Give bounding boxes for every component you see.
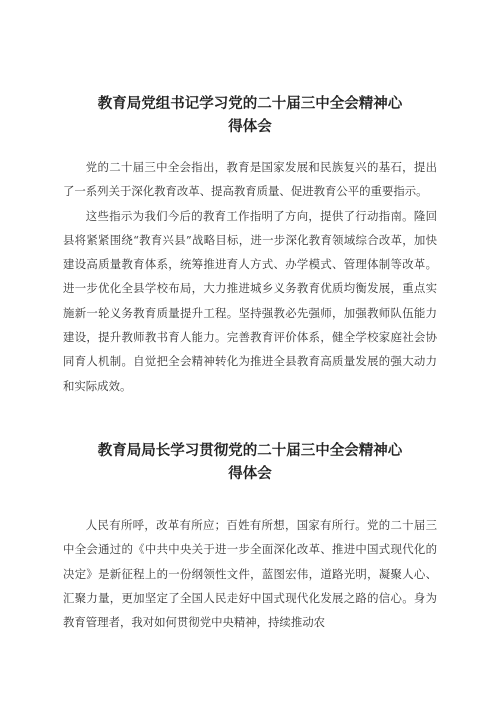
article-1-title: 教育局党组书记学习党的二十届三中全会精神心得体会 [97, 96, 403, 135]
article-1-paragraph-1: 党的二十届三中全会指出，教育是国家发展和民族复兴的基石，提出了一系列关于深化教育改革、提高教育质量、促进教育公平的重要指示。 [63, 160, 437, 199]
article-2-body [63, 513, 437, 634]
article-1-paragraph-2: 这些指示为我们今后的教育工作指明了方向，提供了行动指南。隆回县将紧紧围绕“教育兴县”战略目标，进一步深化教育领域综合改革，加快建设高质量教育体系，统筹推进育人方式、办学模式、管理体制等改革。进一步优化全县学校布局，大力推进城乡义务教育优质均衡发展，重点实施新一轮义务教育质量提升工程。坚持强教必先强师，加强教师队伍能力建设，提升教师教书育人能力。完善教育评价体系，健全学校家庭社会协同育人机制。自觉把全会精神转化为推进全县教育高质量发展的强大动力和实际成效。 [63, 208, 437, 393]
article-2-title: 教育局局长学习贯彻党的二十届三中全会精神心得体会 [97, 443, 403, 482]
article-2-paragraph-1: 人民有所呼，改革有所应；百姓有所想，国家有所行。党的二十届三中全会通过的《中共中央关于进一步全面深化改革、推进中国式现代化的决定》是新征程上的一份纲领性文件，蓝图宏伟，道路光明，凝聚人心、汇聚力量，更加坚定了全国人民走好中国式现代化发展之路的信心。身为教育管理者，我对如何贯彻党中央精神，持续推动农 [63, 518, 437, 630]
article-1-body [63, 155, 437, 398]
